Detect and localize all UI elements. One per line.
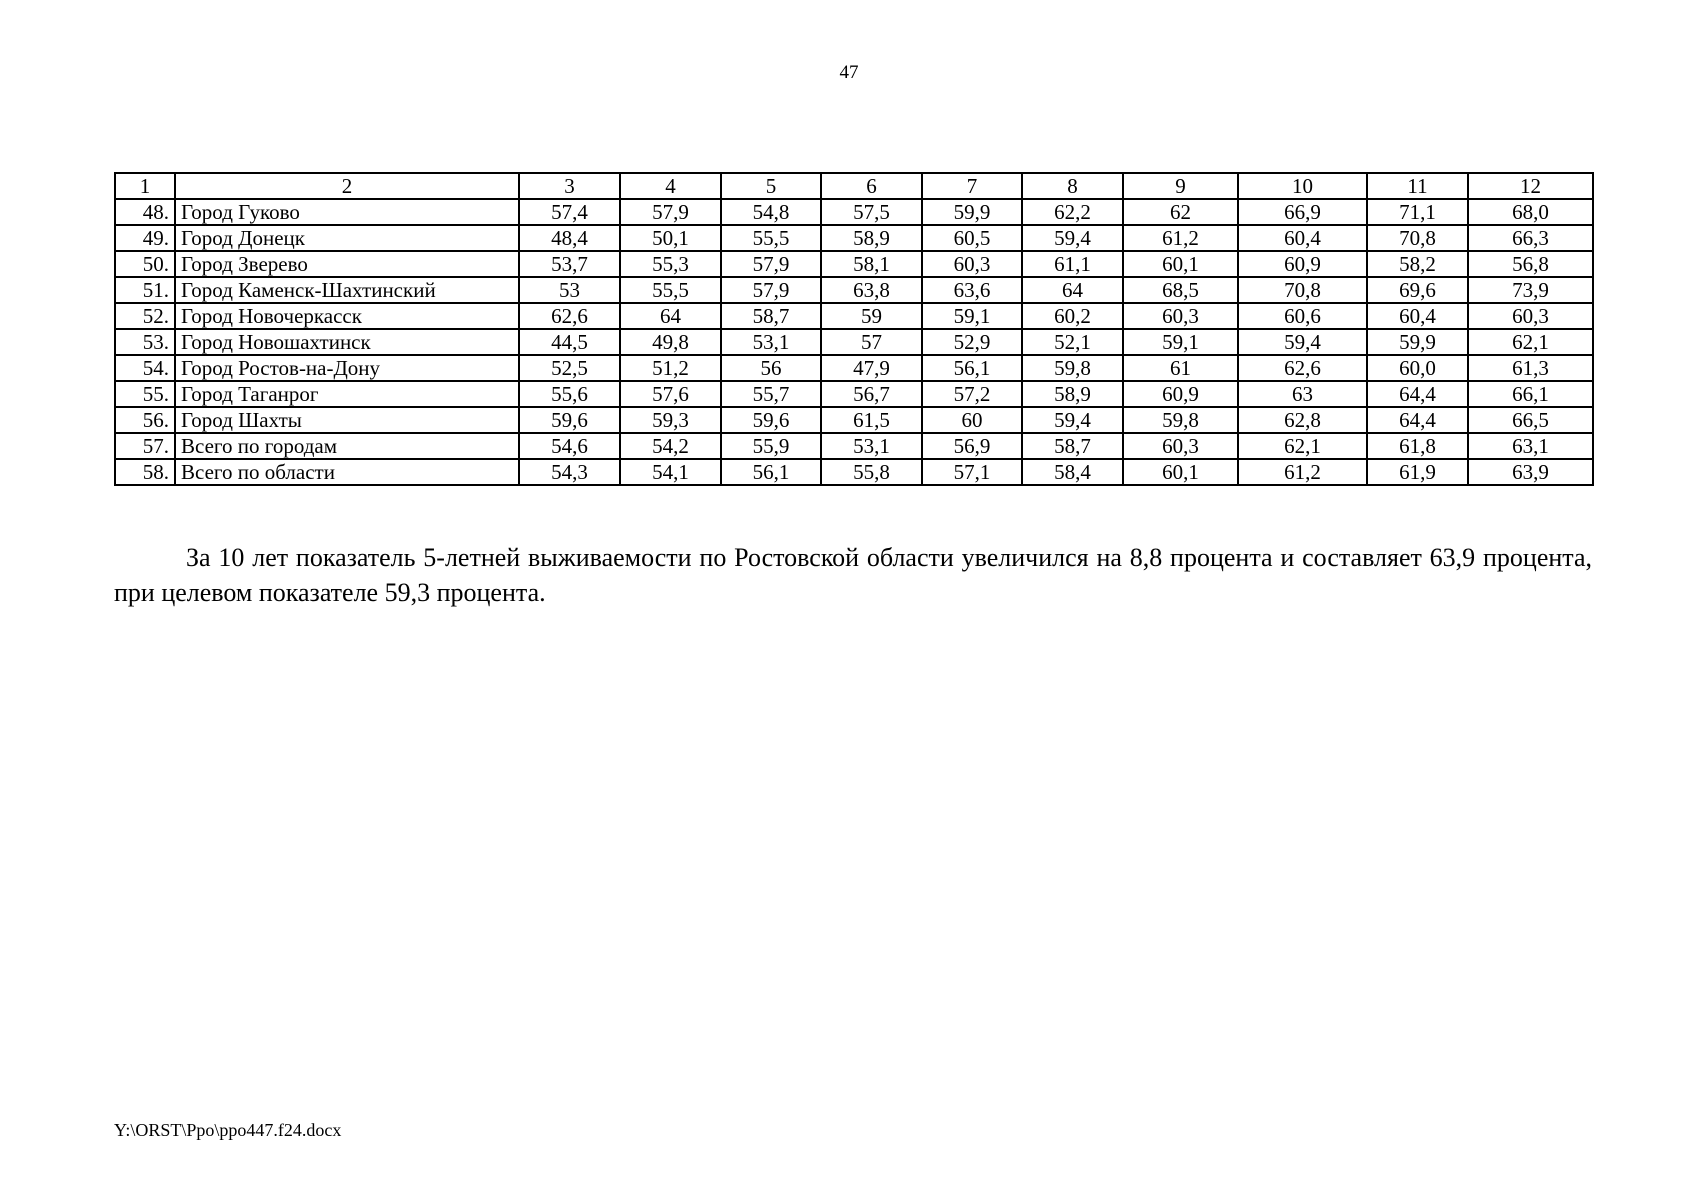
- table-row: [115, 381, 1593, 407]
- row-number-cell: 56.: [115, 407, 175, 433]
- value-cell: 58,9: [821, 225, 922, 251]
- value-cell: 47,9: [821, 355, 922, 381]
- value-cell: 63,8: [821, 277, 922, 303]
- value-cell: 59,1: [1123, 329, 1238, 355]
- value-cell: 57,9: [721, 251, 821, 277]
- value-cell: 59,9: [922, 199, 1022, 225]
- value-cell: 63,9: [1468, 459, 1593, 485]
- value-cell: 61,2: [1238, 459, 1367, 485]
- header-cell: 8: [1022, 173, 1123, 199]
- value-cell: 56,8: [1468, 251, 1593, 277]
- value-cell: 58,1: [821, 251, 922, 277]
- value-cell: 63,1: [1468, 433, 1593, 459]
- territory-name-cell: Город Новочеркасск: [175, 303, 519, 329]
- value-cell: 69,6: [1367, 277, 1468, 303]
- row-number-cell: 57.: [115, 433, 175, 459]
- territory-name-cell: Город Каменск-Шахтинский: [175, 277, 519, 303]
- value-cell: 60,3: [1468, 303, 1593, 329]
- territory-name-cell: Город Гуково: [175, 199, 519, 225]
- row-number-cell: 50.: [115, 251, 175, 277]
- table-row: [115, 355, 1593, 381]
- value-cell: 55,8: [821, 459, 922, 485]
- header-cell: 12: [1468, 173, 1593, 199]
- value-cell: 59,3: [620, 407, 721, 433]
- value-cell: 70,8: [1238, 277, 1367, 303]
- value-cell: 66,3: [1468, 225, 1593, 251]
- value-cell: 55,7: [721, 381, 821, 407]
- footer-file-path: Y:\ORST\Ppo\ppo447.f24.docx: [114, 1120, 342, 1140]
- territory-name-cell: Город Зверево: [175, 251, 519, 277]
- value-cell: 73,9: [1468, 277, 1593, 303]
- table-row: [115, 329, 1593, 355]
- value-cell: 64,4: [1367, 407, 1468, 433]
- value-cell: 60,1: [1123, 459, 1238, 485]
- value-cell: 48,4: [519, 225, 620, 251]
- value-cell: 52,5: [519, 355, 620, 381]
- value-cell: 61,3: [1468, 355, 1593, 381]
- value-cell: 60,5: [922, 225, 1022, 251]
- territory-name-cell: Город Донецк: [175, 225, 519, 251]
- header-cell: 2: [175, 173, 519, 199]
- value-cell: 61,5: [821, 407, 922, 433]
- value-cell: 57,9: [620, 199, 721, 225]
- header-cell: 9: [1123, 173, 1238, 199]
- value-cell: 70,8: [1367, 225, 1468, 251]
- value-cell: 58,4: [1022, 459, 1123, 485]
- value-cell: 57,1: [922, 459, 1022, 485]
- row-number-cell: 49.: [115, 225, 175, 251]
- value-cell: 60,4: [1367, 303, 1468, 329]
- value-cell: 60,3: [1123, 433, 1238, 459]
- value-cell: 56,9: [922, 433, 1022, 459]
- value-cell: 55,6: [519, 381, 620, 407]
- row-number-cell: 51.: [115, 277, 175, 303]
- value-cell: 58,9: [1022, 381, 1123, 407]
- page-number: 47: [839, 62, 859, 83]
- value-cell: 54,2: [620, 433, 721, 459]
- value-cell: 62,1: [1468, 329, 1593, 355]
- value-cell: 54,8: [721, 199, 821, 225]
- table-row: [115, 225, 1593, 251]
- value-cell: 64: [1022, 277, 1123, 303]
- value-cell: 60,9: [1123, 381, 1238, 407]
- table-row: [115, 459, 1593, 485]
- header-row: [115, 173, 1593, 199]
- value-cell: 57,5: [821, 199, 922, 225]
- value-cell: 55,5: [721, 225, 821, 251]
- value-cell: 61,8: [1367, 433, 1468, 459]
- value-cell: 62,8: [1238, 407, 1367, 433]
- value-cell: 53: [519, 277, 620, 303]
- value-cell: 62,6: [1238, 355, 1367, 381]
- value-cell: 55,3: [620, 251, 721, 277]
- value-cell: 58,7: [1022, 433, 1123, 459]
- value-cell: 57,2: [922, 381, 1022, 407]
- territory-name-cell: Город Новошахтинск: [175, 329, 519, 355]
- summary-paragraph: За 10 лет показатель 5-летней выживаемости по Ростовской области увеличился на 8,8 процента и составляет 63,9 процента, при целевом показателе 59,3 процента.: [114, 543, 1592, 607]
- table-row: [115, 199, 1593, 225]
- table-row: [115, 433, 1593, 459]
- value-cell: 59,1: [922, 303, 1022, 329]
- value-cell: 51,2: [620, 355, 721, 381]
- value-cell: 60,4: [1238, 225, 1367, 251]
- row-number-cell: 53.: [115, 329, 175, 355]
- territory-name-cell: Город Ростов-на-Дону: [175, 355, 519, 381]
- value-cell: 64: [620, 303, 721, 329]
- value-cell: 62: [1123, 199, 1238, 225]
- table-row: [115, 407, 1593, 433]
- value-cell: 57,4: [519, 199, 620, 225]
- value-cell: 60,3: [1123, 303, 1238, 329]
- table-row: [115, 251, 1593, 277]
- value-cell: 59,9: [1367, 329, 1468, 355]
- header-cell: 10: [1238, 173, 1367, 199]
- value-cell: 52,1: [1022, 329, 1123, 355]
- value-cell: 55,5: [620, 277, 721, 303]
- value-cell: 56: [721, 355, 821, 381]
- value-cell: 49,8: [620, 329, 721, 355]
- value-cell: 59,6: [519, 407, 620, 433]
- value-cell: 60,0: [1367, 355, 1468, 381]
- value-cell: 59,4: [1022, 225, 1123, 251]
- value-cell: 57,9: [721, 277, 821, 303]
- value-cell: 63: [1238, 381, 1367, 407]
- value-cell: 63,6: [922, 277, 1022, 303]
- survival-table: [114, 172, 1594, 486]
- value-cell: 56,7: [821, 381, 922, 407]
- value-cell: 53,7: [519, 251, 620, 277]
- value-cell: 59,4: [1238, 329, 1367, 355]
- value-cell: 57: [821, 329, 922, 355]
- value-cell: 50,1: [620, 225, 721, 251]
- value-cell: 56,1: [922, 355, 1022, 381]
- row-number-cell: 58.: [115, 459, 175, 485]
- header-cell: 7: [922, 173, 1022, 199]
- value-cell: 59,4: [1022, 407, 1123, 433]
- header-cell: 3: [519, 173, 620, 199]
- value-cell: 58,2: [1367, 251, 1468, 277]
- header-cell: 5: [721, 173, 821, 199]
- value-cell: 62,1: [1238, 433, 1367, 459]
- value-cell: 60,1: [1123, 251, 1238, 277]
- table-row: [115, 277, 1593, 303]
- territory-name-cell: Город Шахты: [175, 407, 519, 433]
- value-cell: 56,1: [721, 459, 821, 485]
- row-number-cell: 55.: [115, 381, 175, 407]
- territory-name-cell: Всего по городам: [175, 433, 519, 459]
- value-cell: 61,9: [1367, 459, 1468, 485]
- value-cell: 60,2: [1022, 303, 1123, 329]
- value-cell: 66,5: [1468, 407, 1593, 433]
- table-row: [115, 303, 1593, 329]
- value-cell: 54,1: [620, 459, 721, 485]
- row-number-cell: 48.: [115, 199, 175, 225]
- value-cell: 60: [922, 407, 1022, 433]
- value-cell: 54,3: [519, 459, 620, 485]
- value-cell: 44,5: [519, 329, 620, 355]
- value-cell: 59,8: [1123, 407, 1238, 433]
- value-cell: 58,7: [721, 303, 821, 329]
- value-cell: 53,1: [721, 329, 821, 355]
- value-cell: 60,6: [1238, 303, 1367, 329]
- value-cell: 53,1: [821, 433, 922, 459]
- territory-name-cell: Город Таганрог: [175, 381, 519, 407]
- value-cell: 68,5: [1123, 277, 1238, 303]
- value-cell: 62,2: [1022, 199, 1123, 225]
- value-cell: 60,9: [1238, 251, 1367, 277]
- value-cell: 57,6: [620, 381, 721, 407]
- value-cell: 52,9: [922, 329, 1022, 355]
- value-cell: 54,6: [519, 433, 620, 459]
- table-header: [115, 173, 1593, 199]
- value-cell: 59,6: [721, 407, 821, 433]
- value-cell: 62,6: [519, 303, 620, 329]
- header-cell: 11: [1367, 173, 1468, 199]
- header-cell: 4: [620, 173, 721, 199]
- value-cell: 66,1: [1468, 381, 1593, 407]
- value-cell: 61,2: [1123, 225, 1238, 251]
- value-cell: 60,3: [922, 251, 1022, 277]
- value-cell: 68,0: [1468, 199, 1593, 225]
- value-cell: 61: [1123, 355, 1238, 381]
- value-cell: 59,8: [1022, 355, 1123, 381]
- header-cell: 1: [115, 173, 175, 199]
- table-body: [115, 199, 1593, 485]
- value-cell: 71,1: [1367, 199, 1468, 225]
- value-cell: 66,9: [1238, 199, 1367, 225]
- value-cell: 55,9: [721, 433, 821, 459]
- value-cell: 61,1: [1022, 251, 1123, 277]
- header-cell: 6: [821, 173, 922, 199]
- value-cell: 64,4: [1367, 381, 1468, 407]
- territory-name-cell: Всего по области: [175, 459, 519, 485]
- row-number-cell: 54.: [115, 355, 175, 381]
- row-number-cell: 52.: [115, 303, 175, 329]
- value-cell: 59: [821, 303, 922, 329]
